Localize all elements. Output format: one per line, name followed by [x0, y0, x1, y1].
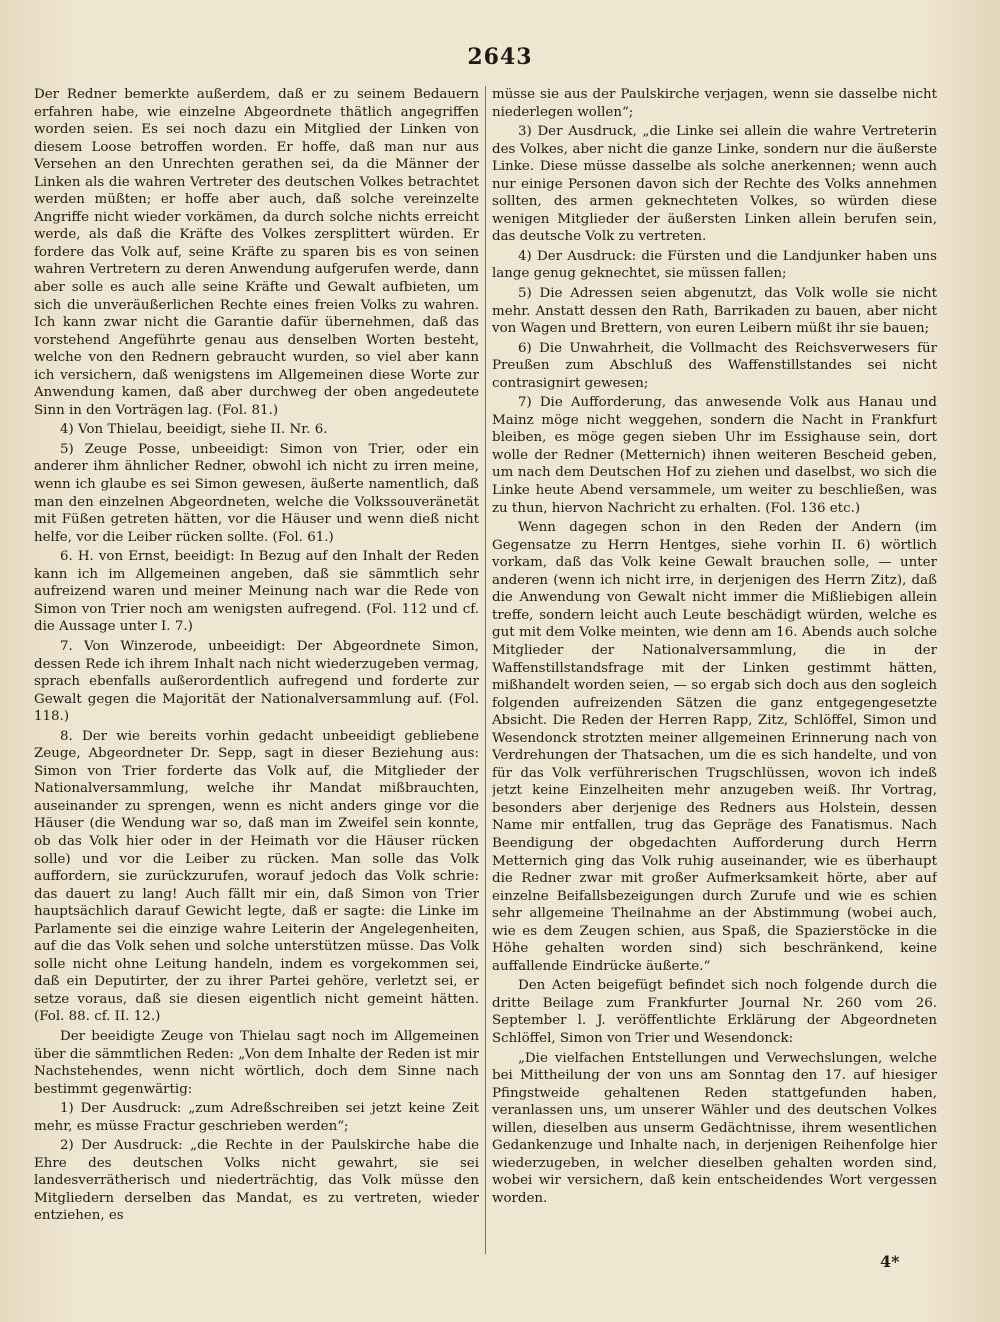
- paragraph: 7) Die Aufforderung, das anwesende Volk aus Hanau und Mainz möge nicht weggehen, sondern die Nacht in Frankfurt bleiben, es möge gegen sieben Uhr im Essighause sein, dort wolle der Redner (Metternich) ihnen weiteren Bescheid geben, um nach dem Deutschen Hof zu ziehen und daselbst, wo sich die Linke heute Abend versammele, um weiter zu beschließen, was zu thun, hiervon Nachricht zu erhalten. (Fol. 136 etc.): [492, 395, 937, 516]
- paragraph: 3) Der Ausdruck, „die Linke sei allein die wahre Vertreterin des Volkes, aber nicht die ganze Linke, sondern nur die äußerste Linke. Diese müsse dasselbe als solche anerkennen; wenn auch nur einige Personen davon sich der Rechte des Volks annehmen sollten, des armen geknechteten Volkes, so würden diese wenigen Mitglieder der äußersten Linken allein berufen sein, das deutsche Volk zu vertreten.: [492, 124, 937, 245]
- paragraph: 1) Der Ausdruck: „zum Adreßschreiben sei jetzt keine Zeit mehr, es müsse Fractur geschrieben werden“;: [34, 1101, 479, 1134]
- paragraph: 4) Der Ausdruck: die Fürsten und die Landjunker haben uns lange genug geknechtet, sie müssen fallen;: [492, 248, 937, 282]
- page-number: 2643: [467, 44, 533, 70]
- paragraph: 4) Von Thielau, beeidigt, siehe II. Nr. 6.: [60, 422, 328, 438]
- paragraph: 5) Zeuge Posse, unbeeidigt: Simon von Trier, oder ein anderer ihm ähnlicher Redner, obwohl ich nicht zu irren meine, wenn ich glaube es sei Simon gewesen, äußerte namentlich, daß man den einzelnen Abgeordneten, welche die Volkssouveränetät mit Füßen getreten hätten, vor die Häuser und wenn dieß nicht helfe, vor die Leiber rücken sollte. (Fol. 61.): [34, 441, 479, 545]
- signature-mark: 4*: [880, 1252, 900, 1271]
- paragraph: Der Redner bemerkte außerdem, daß er zu seinem Bedauern erfahren habe, wie einzelne Abgeordnete thätlich angegriffen worden seien. Es sei noch dazu ein Mitglied der Linken von diesem Loose betroffen worden. Er hoffe, daß man nur aus Versehen an den Unrechten gerathen sei, da die Männer der Linken als die wahren Vertreter des deutschen Volkes betrachtet werden müßten; er hoffe aber auch, daß solche vereinzelte Angriffe nicht wieder vorkämen, da durch solche nichts erreicht werde, als daß die Kräfte des Volkes zersplittert würden. Er fordere das Volk auf, seine Kräfte zu sparen bis es von seinen wahren Vertretern zu deren Anwendung aufgerufen werde, dann aber solle es auch alle seine Kräfte und Gewalt aufbieten, um sich die unveräußerlichen Rechte eines freien Volks zu wahren. Ich kann zwar nicht die Garantie dafür übernehmen, daß das vorstehend Angeführte genau aus denselben Worten besteht, welche von den Rednern gebraucht wurden, so viel aber kann ich versichern, daß wenigstens im Allgemeinen diese Worte zur Anwendung kamen, daß aber durchweg der oben angedeutete Sinn in den Vorträgen lag. (Fol. 81.): [34, 87, 479, 418]
- left-column: [34, 86, 479, 1264]
- paragraph: Wenn dagegen schon in den Reden der Andern (im Gegensatze zu Herrn Hentges, siehe vorhin II. 6) wörtlich vorkam, daß das Volk keine Gewalt brauchen solle, — unter anderen (wenn ich nicht irre, in derjenigen des Herrn Zitz), daß die Anwendung von Gewalt nicht immer die Mißliebigen allein treffe, sondern leicht auch Leute beschädigt würden, welche es gut mit dem Volke meinten, wie denn am 16. Abends auch solche Mitglieder der Nationalversammlung, die in der Waffenstillstandsfrage mit der Linken gestimmt hätten, mißhandelt worden seien, — so ergab sich doch aus den sogleich folgenden aufreizenden Sätzen die ganz entgegengesetzte Absicht. Die Reden der Herren Rapp, Zitz, Schlöffel, Simon und Wesendonck strotzten meiner allgemeinen Erinnerung nach von Verdrehungen der Thatsachen, um die es sich handelte, und von für das Volk verführerischen Trugschlüssen, wovon ich indeß jetzt keine Einzelheiten mehr anzugeben weiß. Ihr Vortrag, besonders aber derjenige des Redners aus Holstein, dessen Name mir entfallen, trug das Gepräge des Fanatismus. Nach Beendigung der obgedachten Aufforderung durch Herrn Metternich ging das Volk ruhig auseinander, wie es überhaupt die Redner zwar mit großer Aufmerksamkeit hörte, aber auf einzelne Beifallsbezeigungen durch Zurufe und wie es schien sehr allgemeine Theilnahme an der Abstimmung (wobei auch, wie es dem Zeugen schien, aus Spaß, die Spazierstöcke in die Höhe gehalten worden sind) sich beschränkend, keine auffallende Eindrücke äußerte.“: [492, 520, 937, 974]
- paragraph: müsse sie aus der Paulskirche verjagen, wenn sie dasselbe nicht niederlegen wollen“;: [492, 87, 937, 120]
- paragraph: 6) Die Unwahrheit, die Vollmacht des Reichsverwesers für Preußen zum Abschluß des Waffenstillstandes sei nicht contrasignirt gewesen;: [492, 340, 937, 391]
- paragraph: 6. H. von Ernst, beeidigt: In Bezug auf den Inhalt der Reden kann ich im Allgemeinen angeben, daß sie sämmtlich sehr aufreizend waren und meiner Meinung nach war die Rede von Simon von Trier noch am wenigsten aufregend. (Fol. 112 und cf. die Aussage unter I. 7.): [34, 549, 479, 635]
- paragraph: 7. Von Winzerode, unbeeidigt: Der Abgeordnete Simon, dessen Rede ich ihrem Inhalt nach nicht wiederzugeben vermag, sprach ebenfalls außerordentlich aufregend und forderte zur Gewalt gegen die Majorität der Nationalversammlung auf. (Fol. 118.): [34, 638, 479, 725]
- column-divider: [485, 86, 486, 1254]
- paragraph: „Die vielfachen Entstellungen und Verwechslungen, welche bei Mittheilung der von uns am Sonntag den 17. auf hiesiger Pfingstweide gehaltenen Reden stattgefunden haben, veranlassen uns, um unserer Wähler und des deutschen Volkes willen, dieselben aus unserm Gedächtnisse, ihrem wesentlichen Gedankenzuge und Inhalte nach, in derjenigen Reihenfolge hier wiederzugeben, in welcher dieselben gehalten worden sind, wobei wir versichern, daß kein entscheidendes Wort vergessen worden.: [492, 1050, 937, 1206]
- paragraph: 2) Der Ausdruck: „die Rechte in der Paulskirche habe die Ehre des deutschen Volks nicht gewahrt, sie sei landesverrätherisch und niederträchtig, das Volk müsse den Mitgliedern derselben das Mandat, es zu vertreten, wieder entziehen, es: [34, 1138, 479, 1224]
- paragraph: Den Acten beigefügt befindet sich noch folgende durch die dritte Beilage zum Frankfurter Journal Nr. 260 vom 26. September l. J. veröffentlichte Erklärung der Abgeordneten Schlöffel, Simon von Trier und Wesendonck:: [492, 978, 937, 1046]
- right-column: [492, 86, 937, 1264]
- paragraph: Der beeidigte Zeuge von Thielau sagt noch im Allgemeinen über die sämmtlichen Reden: „Von dem Inhalte der Reden ist mir Nachstehendes, wenn nicht wörtlich, doch dem Sinne nach bestimmt gegenwärtig:: [34, 1028, 479, 1097]
- paragraph: 5) Die Adressen seien abgenutzt, das Volk wolle sie nicht mehr. Anstatt dessen den Rath, Barrikaden zu bauen, aber nicht von Wagen und Brettern, von euren Leibern müßt ihr sie bauen;: [492, 286, 937, 337]
- paragraph: 8. Der wie bereits vorhin gedacht unbeeidigt gebliebene Zeuge, Abgeordneter Dr. Sepp, sagt in dieser Beziehung aus: Simon von Trier forderte das Volk auf, die Mitglieder der Nationalversammlung, welche ihr Mandat mißbrauchten, auseinander zu sprengen, wenn es nicht anders ginge vor die Häuser (die Wendung war so, daß man im Zweifel sein konnte, ob das Volk hier oder in der Heimath vor die Häuser rücken solle) und vor die Leiber zu rücken. Man solle das Volk auffordern, sie zurückzurufen, worauf jedoch das Volk schrie: das dauert zu lang! Auch fällt mir ein, daß Simon von Trier hauptsächlich darauf Gewicht legte, daß er sagte: die Linke im Parlamente sei die einzige wahre Leiterin der Angelegenheiten, auf die das Volk sehen und solche unterstützen müsse. Das Volk solle nicht ohne Leitung handeln, indem es vorgekommen sei, daß ein Deputirter, der zu ihrer Partei gehöre, verletzt sei, er setze voraus, daß sie diesen eigentlich nicht gemeint hätten. (Fol. 88. cf. II. 12.): [34, 728, 479, 1025]
